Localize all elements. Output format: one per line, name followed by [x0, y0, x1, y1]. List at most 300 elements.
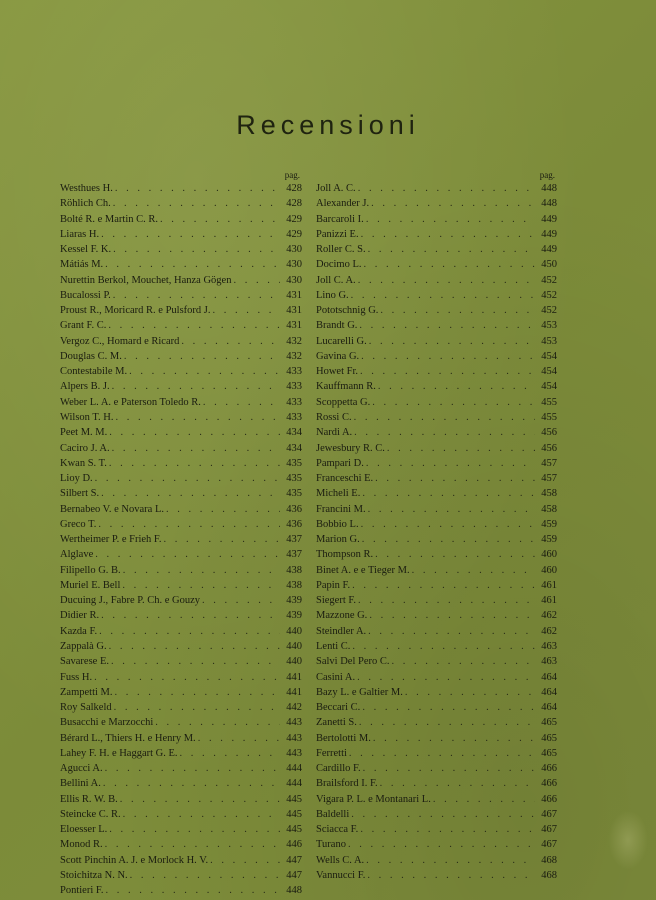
entry-author: Bérard L., Thiers H. e Henry M. — [60, 732, 196, 744]
dot-leader — [122, 349, 280, 364]
index-entry — [60, 578, 302, 593]
dot-leader — [111, 242, 280, 257]
index-entry — [60, 700, 302, 715]
page-column-header: pag. — [539, 170, 555, 180]
entry-author: Nardi A. — [316, 427, 353, 439]
entry-page-number: 431 — [286, 289, 302, 301]
dot-leader — [101, 776, 280, 791]
entry-author: Kauffmann R. — [316, 381, 376, 393]
entry-page-number: 440 — [286, 640, 302, 652]
entry-page-number: 448 — [286, 885, 302, 897]
paper-stain — [608, 810, 648, 870]
entry-page-number: 452 — [541, 289, 557, 301]
entry-page-number: 435 — [286, 457, 302, 469]
dot-leader — [121, 563, 280, 578]
entry-page-number: 434 — [286, 442, 302, 454]
entry-author: Joll C. A. — [316, 274, 356, 286]
entry-page-number: 433 — [286, 411, 302, 423]
entry-page-number: 454 — [541, 366, 557, 378]
dot-leader — [104, 883, 281, 898]
entry-page-number: 444 — [286, 763, 302, 775]
index-entry — [316, 441, 557, 456]
entry-author: Lioy D. — [60, 473, 93, 485]
index-entry — [60, 456, 302, 471]
entry-author: Silbert S. — [60, 488, 100, 500]
index-entry — [316, 242, 557, 257]
dot-leader — [200, 593, 280, 608]
entry-author: Gavina G. — [316, 350, 360, 362]
entry-author: Bucalossi P. — [60, 289, 111, 301]
dot-leader — [364, 212, 535, 227]
dot-leader — [356, 273, 535, 288]
index-entry — [60, 181, 302, 196]
entry-page-number: 463 — [541, 640, 557, 652]
index-entry — [60, 868, 302, 883]
entry-author: Micheli E. — [316, 488, 361, 500]
entry-author: Brailsford I. F. — [316, 778, 378, 790]
dot-leader — [360, 700, 535, 715]
dot-leader — [179, 334, 280, 349]
entry-author: Zampetti M. — [60, 686, 113, 698]
entry-page-number: 429 — [286, 228, 302, 240]
dot-leader — [111, 288, 280, 303]
entry-page-number: 467 — [541, 839, 557, 851]
dot-leader — [361, 761, 535, 776]
dot-leader — [360, 486, 535, 501]
page-column-header: pag. — [284, 170, 300, 180]
index-entry — [316, 715, 557, 730]
entry-author: Alpers B. J. — [60, 381, 110, 393]
entry-author: Scoppetta G. — [316, 396, 371, 408]
entry-author: Lenti C. — [316, 640, 351, 652]
entry-page-number: 464 — [541, 702, 557, 714]
entry-author: Thompson R. — [316, 549, 374, 561]
index-entry — [316, 608, 557, 623]
index-entry — [316, 776, 557, 791]
index-entry — [60, 761, 302, 776]
entry-page-number: 459 — [541, 534, 557, 546]
entry-author: Zappalà G. — [60, 640, 107, 652]
entry-author: Mátiás M. — [60, 259, 104, 271]
dot-leader — [96, 517, 280, 532]
index-entry — [316, 868, 557, 883]
entry-page-number: 443 — [286, 732, 302, 744]
dot-leader — [128, 868, 280, 883]
entry-page-number: 454 — [541, 381, 557, 393]
index-entry — [60, 502, 302, 517]
index-entry — [316, 807, 557, 822]
index-entry — [316, 670, 557, 685]
index-entry — [316, 364, 557, 379]
index-entry — [60, 334, 302, 349]
dot-leader — [410, 563, 535, 578]
entry-author: Sciacca F. — [316, 824, 359, 836]
entry-author: Panizzi E. — [316, 228, 359, 240]
entry-page-number: 462 — [541, 625, 557, 637]
dot-leader — [113, 410, 280, 425]
index-entry — [316, 349, 557, 364]
index-entry — [60, 441, 302, 456]
index-entry — [60, 746, 302, 761]
index-entry — [60, 563, 302, 578]
dot-leader — [371, 731, 535, 746]
index-entry — [60, 715, 302, 730]
dot-leader — [349, 288, 535, 303]
entry-author: Roy Salkeld — [60, 702, 112, 714]
dot-leader — [103, 257, 280, 272]
entry-page-number: 433 — [286, 366, 302, 378]
index-entry — [316, 837, 557, 852]
entry-page-number: 438 — [286, 579, 302, 591]
index-entry — [316, 746, 557, 761]
index-entry — [60, 410, 302, 425]
index-entry — [316, 578, 557, 593]
entry-page-number: 466 — [541, 793, 557, 805]
dot-leader — [350, 578, 535, 593]
entry-author: Alglave — [60, 549, 94, 561]
index-entry — [60, 883, 302, 898]
entry-page-number: 430 — [286, 244, 302, 256]
entry-page-number: 428 — [286, 183, 302, 194]
entry-author: Salvi Del Pero C. — [316, 656, 390, 668]
entry-page-number: 448 — [541, 198, 557, 210]
index-entry — [316, 761, 557, 776]
dot-leader — [164, 502, 280, 517]
index-entry — [60, 227, 302, 242]
dot-leader — [359, 349, 535, 364]
entry-author: Beccari C. — [316, 702, 361, 714]
entry-author: Howet Fr. — [316, 366, 358, 378]
index-entry — [316, 654, 557, 669]
index-column-right — [316, 170, 557, 883]
dot-leader — [378, 776, 535, 791]
entry-author: Röhlich Ch. — [60, 198, 111, 210]
entry-author: Grant F. C. — [60, 320, 107, 332]
index-entry — [60, 471, 302, 486]
dot-leader — [362, 257, 536, 272]
entry-author: Muriel E. Bell — [60, 579, 121, 591]
entry-author: Papin F. — [316, 579, 351, 591]
entry-page-number: 464 — [541, 671, 557, 683]
entry-author: Fuss H. — [60, 671, 93, 683]
dot-leader — [158, 212, 280, 227]
index-entry — [60, 288, 302, 303]
dot-leader — [385, 441, 535, 456]
dot-leader — [350, 639, 535, 654]
index-entry — [316, 425, 557, 440]
index-entry — [316, 853, 557, 868]
entry-page-number: 467 — [541, 824, 557, 836]
entry-page-number: 431 — [286, 305, 302, 317]
entry-author: Wilson T. H. — [60, 411, 114, 423]
entry-page-number: 442 — [286, 702, 302, 714]
entry-page-number: 460 — [541, 564, 557, 576]
index-entry — [60, 242, 302, 257]
dot-leader — [365, 868, 535, 883]
index-entry — [316, 517, 557, 532]
entry-page-number: 436 — [286, 518, 302, 530]
index-entry — [316, 822, 557, 837]
entry-page-number: 465 — [541, 747, 557, 759]
index-entry — [60, 273, 302, 288]
entry-author: Cardillo F. — [316, 763, 361, 775]
entry-page-number: 455 — [541, 411, 557, 423]
index-entry — [316, 227, 557, 242]
dot-leader — [366, 502, 535, 517]
entry-page-number: 458 — [541, 503, 557, 515]
index-list-left — [60, 181, 302, 898]
entry-author: Marion G. — [316, 534, 360, 546]
entry-author: Scott Pinchin A. J. e Morlock H. V. — [60, 854, 209, 866]
dot-leader — [356, 181, 535, 196]
index-entry — [316, 288, 557, 303]
entry-author: Bobbio L. — [316, 518, 359, 530]
dot-leader — [358, 822, 535, 837]
index-entry — [316, 379, 557, 394]
dot-leader — [178, 746, 280, 761]
index-entry — [60, 837, 302, 852]
entry-author: Douglas C. M. — [60, 350, 122, 362]
dot-leader — [107, 425, 280, 440]
index-entry — [316, 318, 557, 333]
dot-leader — [107, 456, 280, 471]
entry-page-number: 449 — [541, 244, 557, 256]
dot-leader — [127, 364, 280, 379]
entry-author: Greco T. — [60, 518, 97, 530]
index-entry — [316, 624, 557, 639]
entry-author: Pampari D. — [316, 457, 364, 469]
entry-author: Bernabeo V. e Novara L. — [60, 503, 164, 515]
entry-page-number: 464 — [541, 686, 557, 698]
index-entry — [316, 547, 557, 562]
entry-page-number: 428 — [286, 198, 302, 210]
dot-leader — [364, 853, 535, 868]
entry-page-number: 465 — [541, 717, 557, 729]
entry-author: Bolté R. e Martin C. R. — [60, 213, 158, 225]
dot-leader — [196, 731, 280, 746]
entry-page-number: 446 — [286, 839, 302, 851]
entry-page-number: 447 — [286, 854, 302, 866]
entry-author: Bellini A. — [60, 778, 101, 790]
index-entry — [60, 486, 302, 501]
entry-author: Barcaroli I. — [316, 213, 364, 225]
entry-author: Francini M. — [316, 503, 366, 515]
index-entry — [316, 257, 557, 272]
dot-leader — [352, 425, 535, 440]
entry-author: Westhues H. — [60, 183, 113, 194]
entry-author: Nurettin Berkol, Mouchet, Hanza Gögen — [60, 274, 232, 286]
entry-author: Didier R. — [60, 610, 100, 622]
entry-page-number: 435 — [286, 488, 302, 500]
index-entry — [316, 792, 557, 807]
entry-author: Kazda F. — [60, 625, 98, 637]
entry-author: Pontieri F. — [60, 885, 104, 897]
entry-page-number: 458 — [541, 488, 557, 500]
index-entry — [60, 593, 302, 608]
entry-author: Wells C. A. — [316, 854, 365, 866]
entry-author: Agucci A. — [60, 763, 103, 775]
dot-leader — [431, 792, 535, 807]
index-entry — [316, 273, 557, 288]
entry-page-number: 462 — [541, 610, 557, 622]
dot-leader — [211, 303, 281, 318]
entry-page-number: 440 — [286, 625, 302, 637]
page-title: Recensioni — [236, 110, 420, 140]
index-entry — [60, 853, 302, 868]
dot-leader — [106, 318, 280, 333]
entry-page-number: 433 — [286, 396, 302, 408]
index-entry — [316, 456, 557, 471]
index-entry — [316, 471, 557, 486]
entry-page-number: 456 — [541, 442, 557, 454]
dot-leader — [360, 532, 535, 547]
dot-leader — [366, 624, 535, 639]
entry-page-number: 444 — [286, 778, 302, 790]
entry-page-number: 457 — [541, 457, 557, 469]
index-entry — [60, 395, 302, 410]
dot-leader — [231, 273, 280, 288]
entry-author: Roller C. S. — [316, 244, 366, 256]
entry-author: Caciro J. A. — [60, 442, 110, 454]
index-entry — [60, 639, 302, 654]
entry-author: Ellis R. W. B. — [60, 793, 118, 805]
entry-author: Lahey F. H. e Haggart G. E. — [60, 747, 178, 759]
entry-page-number: 432 — [286, 350, 302, 362]
entry-author: Lucarelli G. — [316, 335, 367, 347]
entry-page-number: 443 — [286, 747, 302, 759]
entry-page-number: 459 — [541, 518, 557, 530]
entry-author: Docimo L. — [316, 259, 362, 271]
entry-author: Joll A. C. — [316, 183, 356, 194]
index-entry — [60, 776, 302, 791]
entry-author: Filipello G. B. — [60, 564, 121, 576]
entry-author: Steindler A. — [316, 625, 367, 637]
entry-author: Kwan S. T. — [60, 457, 107, 469]
entry-page-number: 452 — [541, 305, 557, 317]
entry-author: Ferretti — [316, 747, 347, 759]
entry-author: Pototschnig G. — [316, 305, 379, 317]
dot-leader — [390, 654, 536, 669]
dot-leader — [153, 715, 280, 730]
entry-author: Vannucci F. — [316, 869, 366, 881]
dot-leader — [356, 593, 535, 608]
index-entry — [60, 425, 302, 440]
dot-leader — [109, 654, 280, 669]
entry-author: Vigara P. L. e Montanari L. — [316, 793, 431, 805]
index-entry — [316, 563, 557, 578]
entry-author: Jewesbury R. C. — [316, 442, 385, 454]
entry-page-number: 445 — [286, 793, 302, 805]
entry-author: Wertheimer P. e Frieh F. — [60, 534, 162, 546]
entry-author: Lino G. — [316, 289, 349, 301]
dot-leader — [110, 379, 280, 394]
entry-author: Stoichitza N. N. — [60, 869, 128, 881]
entry-page-number: 441 — [286, 686, 302, 698]
index-entry — [60, 349, 302, 364]
entry-page-number: 445 — [286, 808, 302, 820]
entry-author: Peet M. M. — [60, 427, 108, 439]
entry-page-number: 430 — [286, 274, 302, 286]
entry-page-number: 454 — [541, 350, 557, 362]
dot-leader — [99, 486, 280, 501]
dot-leader — [364, 456, 535, 471]
entry-page-number: 452 — [541, 274, 557, 286]
index-entry — [316, 502, 557, 517]
entry-page-number: 429 — [286, 213, 302, 225]
dot-leader — [121, 807, 280, 822]
entry-author: Turano — [316, 839, 346, 851]
dot-leader — [349, 807, 535, 822]
dot-leader — [352, 410, 535, 425]
entry-author: Casini A. — [316, 671, 356, 683]
entry-page-number: 449 — [541, 228, 557, 240]
dot-leader — [99, 608, 280, 623]
entry-page-number: 466 — [541, 763, 557, 775]
dot-leader — [93, 471, 280, 486]
index-entry — [60, 547, 302, 562]
entry-page-number: 445 — [286, 824, 302, 836]
entry-page-number: 439 — [286, 595, 302, 607]
dot-leader — [358, 364, 535, 379]
entry-page-number: 468 — [541, 869, 557, 881]
entry-page-number: 437 — [286, 534, 302, 546]
dot-leader — [93, 547, 280, 562]
dot-leader — [366, 242, 535, 257]
dot-leader — [359, 227, 535, 242]
entry-page-number: 433 — [286, 381, 302, 393]
index-entry — [60, 303, 302, 318]
index-entry — [60, 731, 302, 746]
entry-author: Rossi C. — [316, 411, 352, 423]
index-entry — [316, 303, 557, 318]
index-entry — [60, 822, 302, 837]
entry-page-number: 438 — [286, 564, 302, 576]
dot-leader — [357, 715, 535, 730]
entry-page-number: 453 — [541, 335, 557, 347]
dot-leader — [120, 578, 280, 593]
index-entry — [60, 318, 302, 333]
entry-page-number: 468 — [541, 854, 557, 866]
entry-page-number: 437 — [286, 549, 302, 561]
entry-page-number: 448 — [541, 183, 557, 194]
index-list-right — [316, 181, 557, 883]
dot-leader — [403, 685, 535, 700]
index-entry — [60, 517, 302, 532]
entry-author: Busacchi e Marzocchi — [60, 717, 154, 729]
dot-leader — [97, 624, 280, 639]
index-entry — [60, 624, 302, 639]
index-entry — [316, 196, 557, 211]
index-entry — [316, 334, 557, 349]
dot-leader — [208, 853, 280, 868]
entry-page-number: 466 — [541, 778, 557, 790]
entry-author: Baldelli — [316, 808, 350, 820]
dot-leader — [367, 334, 535, 349]
dot-leader — [103, 837, 280, 852]
entry-page-number: 456 — [541, 427, 557, 439]
entry-author: Franceschi E. — [316, 473, 374, 485]
dot-leader — [367, 608, 535, 623]
entry-author: Weber L. A. e Paterson Toledo R. — [60, 396, 201, 408]
entry-page-number: 465 — [541, 732, 557, 744]
entry-author: Bazy L. e Galtier M. — [316, 686, 403, 698]
entry-page-number: 463 — [541, 656, 557, 668]
index-entry — [316, 212, 557, 227]
index-entry — [316, 685, 557, 700]
index-entry — [316, 700, 557, 715]
entry-page-number: 460 — [541, 549, 557, 561]
entry-page-number: 430 — [286, 259, 302, 271]
